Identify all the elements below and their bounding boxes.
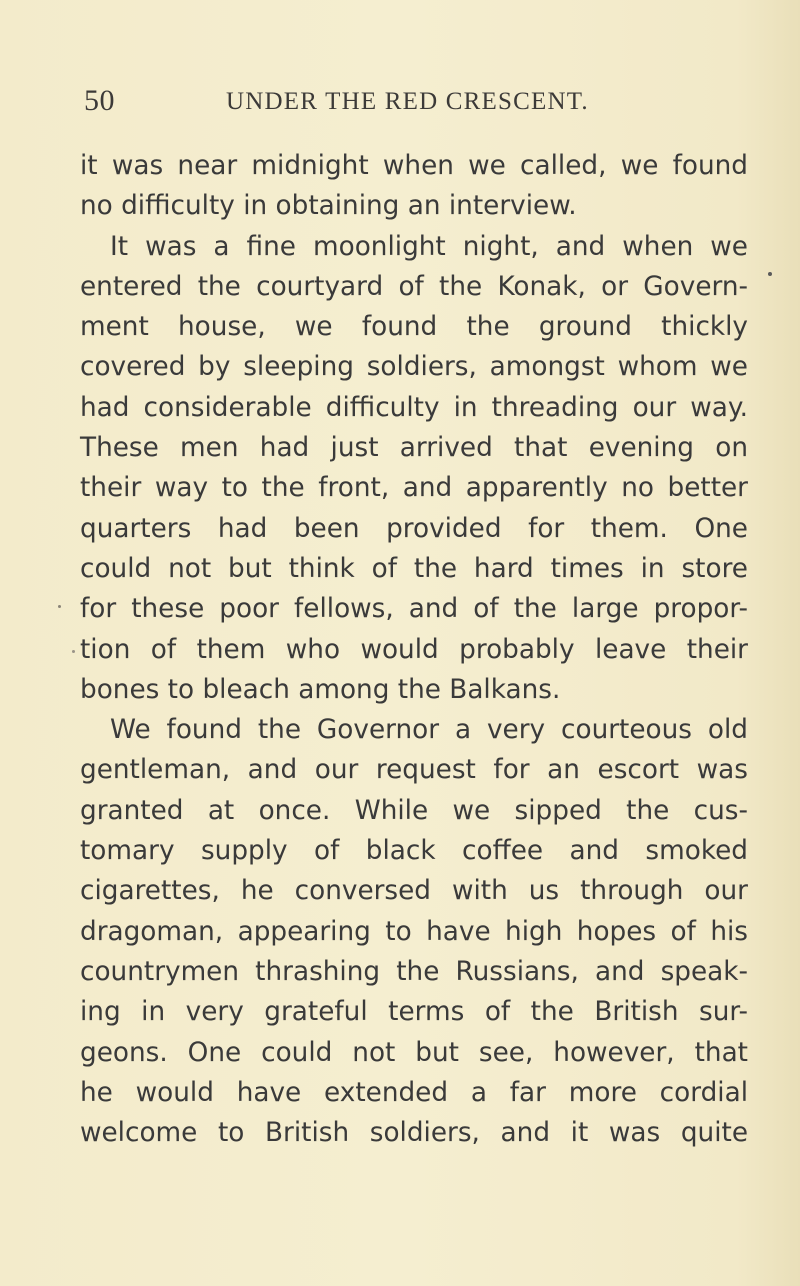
- text-line: geons. One could not but see, however, that: [80, 1037, 748, 1068]
- running-head: [84, 84, 744, 120]
- text-line: for these poor fellows, and of the large propor-: [80, 594, 748, 625]
- text-line: cigarettes, he conversed with us through our: [80, 876, 748, 907]
- text-line: ment house, we found the ground thickly: [80, 312, 748, 343]
- text-line: covered by sleeping soldiers, amongst whom we: [80, 352, 748, 383]
- text-line: no difficulty in obtaining an interview.: [80, 191, 577, 222]
- text-line: he would have extended a far more cordial: [80, 1077, 748, 1108]
- text-line: granted at once. While we sipped the cus-: [80, 795, 748, 826]
- text-line: could not but think of the hard times in store: [80, 553, 748, 584]
- text-line: We found the Governor a very courteous old: [110, 715, 748, 746]
- paper-speck: [768, 272, 772, 276]
- text-line: dragoman, appearing to have high hopes of his: [80, 916, 748, 947]
- text-line: it was near midnight when we called, we found: [80, 151, 748, 181]
- page-number: 50: [84, 84, 115, 117]
- text-line: entered the courtyard of the Konak, or Govern-: [80, 271, 748, 302]
- text-line: tomary supply of black coffee and smoked: [80, 836, 748, 867]
- body-text: [80, 146, 748, 1153]
- text-line: These men had just arrived that evening on: [80, 433, 748, 464]
- text-line: welcome to British soldiers, and it was quite: [80, 1118, 748, 1149]
- text-line: tion of them who would probably leave their: [80, 634, 748, 665]
- text-line: gentleman, and our request for an escort was: [80, 755, 748, 786]
- text-line: countrymen thrashing the Russians, and speak-: [80, 956, 748, 987]
- paper-speck: [58, 605, 61, 608]
- running-title: UNDER THE RED CRESCENT.: [226, 88, 589, 115]
- text-line: quarters had been provided for them. One: [80, 513, 748, 544]
- text-line: ing in very grateful terms of the British sur-: [80, 997, 748, 1028]
- text-line: It was a fine moonlight night, and when we: [110, 231, 748, 262]
- text-line: had considerable difficulty in threading our way.: [80, 392, 748, 423]
- text-line: bones to bleach among the Balkans.: [80, 674, 561, 705]
- paper-speck: [72, 650, 75, 653]
- text-line: their way to the front, and apparently no better: [80, 473, 748, 504]
